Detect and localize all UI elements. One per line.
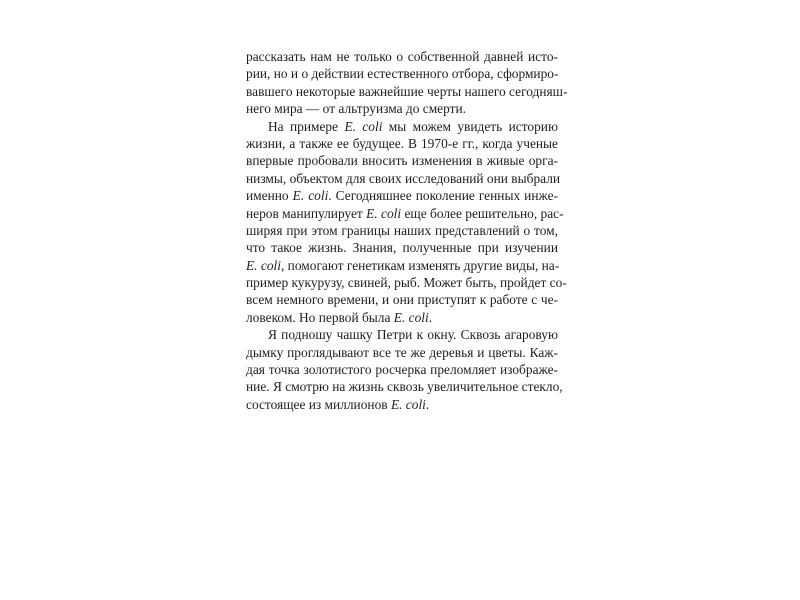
text-run: него мира — от альтруизма до смерти. bbox=[246, 101, 467, 117]
text-line bbox=[246, 100, 558, 117]
text-run: впервые пробовали вносить изменения в живые орга- bbox=[246, 153, 558, 169]
text-run: . Сегодняшнее поколение генных инже- bbox=[328, 188, 558, 204]
text-line bbox=[246, 65, 558, 82]
text-run: неров манипулирует bbox=[246, 205, 367, 221]
italic-term: E. coli bbox=[246, 257, 281, 273]
italic-term: E. coli bbox=[292, 188, 329, 204]
text-run: вавшего некоторые важнейшие черты нашего сегодняш- bbox=[246, 83, 568, 99]
text-run: рии, но и о действии естественного отбора, сформиро- bbox=[246, 66, 559, 82]
text-line bbox=[246, 239, 558, 256]
text-line bbox=[246, 48, 558, 65]
text-line bbox=[246, 291, 558, 308]
text-line bbox=[246, 118, 558, 135]
text-run: . bbox=[425, 396, 430, 412]
text-line bbox=[246, 309, 558, 326]
text-run: еще более решительно, рас- bbox=[401, 205, 564, 221]
text-run: именно bbox=[246, 188, 293, 204]
text-run: . bbox=[428, 309, 433, 325]
italic-term: E. coli bbox=[390, 396, 426, 412]
text-run: всем немного времени, и они приступят к работе с че- bbox=[246, 292, 558, 308]
text-line bbox=[246, 187, 558, 204]
text-line bbox=[246, 274, 567, 291]
text-run: жизни, а также ее будущее. В 1970-е гг., когда ученые bbox=[246, 135, 558, 151]
text-line bbox=[246, 83, 568, 100]
text-run: ние. Я смотрю на жизнь сквозь увеличительное стекло, bbox=[246, 379, 563, 395]
text-run: пример кукурузу, свиней, рыб. Может быть, пройдет со- bbox=[246, 275, 567, 291]
text-line bbox=[246, 135, 558, 152]
text-run: состоящее из миллионов bbox=[246, 396, 391, 412]
text-line bbox=[246, 361, 558, 378]
text-run: ловеком. Но первой была bbox=[246, 309, 394, 325]
text-run: рассказать нам не только о собственной давней исто- bbox=[246, 49, 558, 64]
italic-term: E. coli bbox=[366, 205, 402, 221]
paragraph bbox=[246, 118, 567, 327]
text-run: Я подношу чашку Петри к окну. Сквозь агаровую bbox=[268, 327, 558, 343]
text-run: На примере bbox=[268, 118, 345, 134]
text-line bbox=[246, 326, 558, 343]
text-line bbox=[246, 205, 564, 222]
paragraph bbox=[246, 48, 568, 118]
text-run: мы можем увидеть историю bbox=[382, 118, 558, 134]
text-run: дая точка золотистого росчерка преломляет изображе- bbox=[246, 362, 558, 378]
text-run: ширяя при этом границы наших представлений о том, bbox=[246, 222, 558, 238]
text-line bbox=[246, 378, 563, 395]
text-line bbox=[246, 170, 561, 187]
italic-term: E. coli bbox=[344, 118, 383, 134]
text-run: низмы, объектом для своих исследований они выбрали bbox=[246, 170, 561, 186]
body-text bbox=[246, 48, 568, 413]
text-line bbox=[246, 344, 558, 361]
italic-term: E. coli bbox=[393, 309, 429, 325]
text-run: что такое жизнь. Знания, полученные при изучении bbox=[246, 240, 558, 256]
text-line bbox=[246, 257, 558, 274]
text-run: , помогают генетикам изменять другие виды, на- bbox=[280, 257, 560, 273]
paragraph bbox=[246, 326, 563, 413]
text-run: дымку проглядывают все те же деревья и цветы. Каж- bbox=[246, 344, 558, 360]
text-line bbox=[246, 222, 558, 239]
text-line bbox=[246, 152, 558, 169]
text-line bbox=[246, 396, 558, 413]
